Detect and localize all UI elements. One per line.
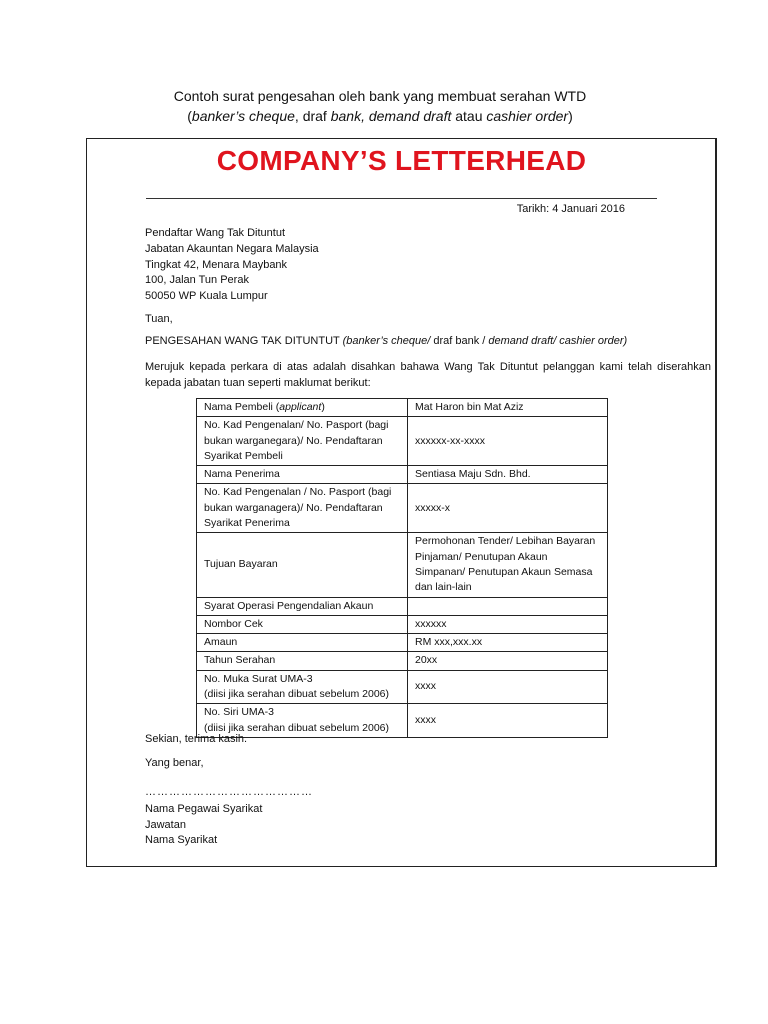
- text: cashier order: [486, 108, 569, 124]
- cell-label: [197, 399, 408, 417]
- table-row: [197, 466, 608, 484]
- text: Nama Pembeli (: [204, 401, 280, 413]
- cell-value: Mat Haron bin Mat Aziz: [408, 399, 608, 417]
- closing: Sekian, terima kasih.: [145, 733, 248, 745]
- table-row: [197, 597, 608, 615]
- text: bank, demand draft: [330, 108, 452, 124]
- letterhead-title: COMPANY’S LETTERHEAD: [216, 145, 587, 176]
- cell-value: 20xx: [408, 652, 608, 670]
- cell-label: No. Kad Pengenalan / No. Pasport (bagi bukan warganagera)/ No. Pendaftaran Syarikat Penerima: [197, 484, 408, 533]
- cell-value: xxxxxx-xx-xxxx: [408, 417, 608, 466]
- note: (diisi jika serahan dibuat sebelum 2006): [204, 688, 390, 701]
- paren: (: [187, 108, 192, 124]
- cell-value: [408, 597, 608, 615]
- cell-label: Tahun Serahan: [197, 652, 408, 670]
- cell-value: xxxx: [408, 704, 608, 738]
- table-row: [197, 670, 608, 704]
- table-row: [197, 399, 608, 417]
- signature-line: ……………………………………: [145, 786, 313, 798]
- salutation: Tuan,: [145, 313, 173, 325]
- table-row: [197, 634, 608, 652]
- signature-name: Nama Pegawai Syarikat: [145, 803, 263, 815]
- text: , draf: [294, 108, 331, 124]
- cell-label: Tujuan Bayaran: [197, 533, 408, 597]
- paren: ): [568, 108, 573, 124]
- cell-label: No. Kad Pengenalan/ No. Pasport (bagi bukan warganegara)/ No. Pendaftaran Syarikat Pembeli: [197, 417, 408, 466]
- text: No. Siri UMA-3: [204, 706, 275, 719]
- cell-label: Nama Penerima: [197, 466, 408, 484]
- note: (diisi jika serahan dibuat sebelum 2006): [204, 721, 390, 734]
- caption-line-2: [0, 108, 764, 124]
- text: demand draft/ cashier order): [488, 335, 628, 347]
- cell-label: [197, 670, 408, 704]
- text: applicant: [279, 401, 322, 413]
- letterhead-divider: [146, 198, 657, 199]
- table-row: [197, 484, 608, 533]
- cell-value: Sentiasa Maju Sdn. Bhd.: [408, 466, 608, 484]
- text: banker’s cheque: [191, 108, 295, 124]
- table-row: [197, 533, 608, 597]
- text: ): [321, 401, 325, 413]
- table-row: [197, 615, 608, 633]
- signature-block: [145, 802, 262, 849]
- cell-value: Permohonan Tender/ Lebihan Bayaran Pinjaman/ Penutupan Akaun Simpanan/ Penutupan Akaun Semasa dan lain-lain: [408, 533, 608, 597]
- caption-line-1: Contoh surat pengesahan oleh bank yang membuat serahan WTD: [173, 88, 587, 104]
- table-row: [197, 652, 608, 670]
- cell-label: Amaun: [197, 634, 408, 652]
- text: No. Muka Surat UMA-3: [204, 672, 313, 685]
- body-paragraph: Merujuk kepada perkara di atas adalah disahkan bahawa Wang Tak Dituntut pelanggan kami telah diserahkan kepada jabatan tuan seperti maklumat berikut:: [145, 361, 711, 389]
- address-line: 100, Jalan Tun Perak: [145, 274, 249, 287]
- details-table: [196, 398, 608, 738]
- cell-label: Syarat Operasi Pengendalian Akaun: [197, 597, 408, 615]
- text: atau: [451, 108, 487, 124]
- text: (banker’s cheque/: [342, 335, 431, 347]
- letter-date: Tarikh: 4 Januari 2016: [516, 203, 625, 215]
- cell-value: xxxxx-x: [408, 484, 608, 533]
- signature-title: Jawatan: [145, 818, 186, 831]
- cell-label: Nombor Cek: [197, 615, 408, 633]
- regards: Yang benar,: [145, 757, 204, 769]
- address-line: Jabatan Akauntan Negara Malaysia: [145, 242, 319, 255]
- cell-value: RM xxx,xxx.xx: [408, 634, 608, 652]
- cell-value: xxxxxx: [408, 615, 608, 633]
- table-row: [197, 417, 608, 466]
- cell-value: xxxx: [408, 670, 608, 704]
- signature-company: Nama Syarikat: [145, 834, 218, 846]
- address-line: 50050 WP Kuala Lumpur: [145, 290, 268, 303]
- address-line: Pendaftar Wang Tak Dituntut: [145, 227, 286, 239]
- address-line: Tingkat 42, Menara Maybank: [145, 258, 288, 271]
- table-row: [197, 704, 608, 738]
- text: draf bank /: [430, 335, 489, 347]
- recipient-address: [145, 226, 319, 305]
- subject-line: [145, 335, 627, 347]
- text: PENGESAHAN WANG TAK DITUNTUT: [145, 335, 343, 347]
